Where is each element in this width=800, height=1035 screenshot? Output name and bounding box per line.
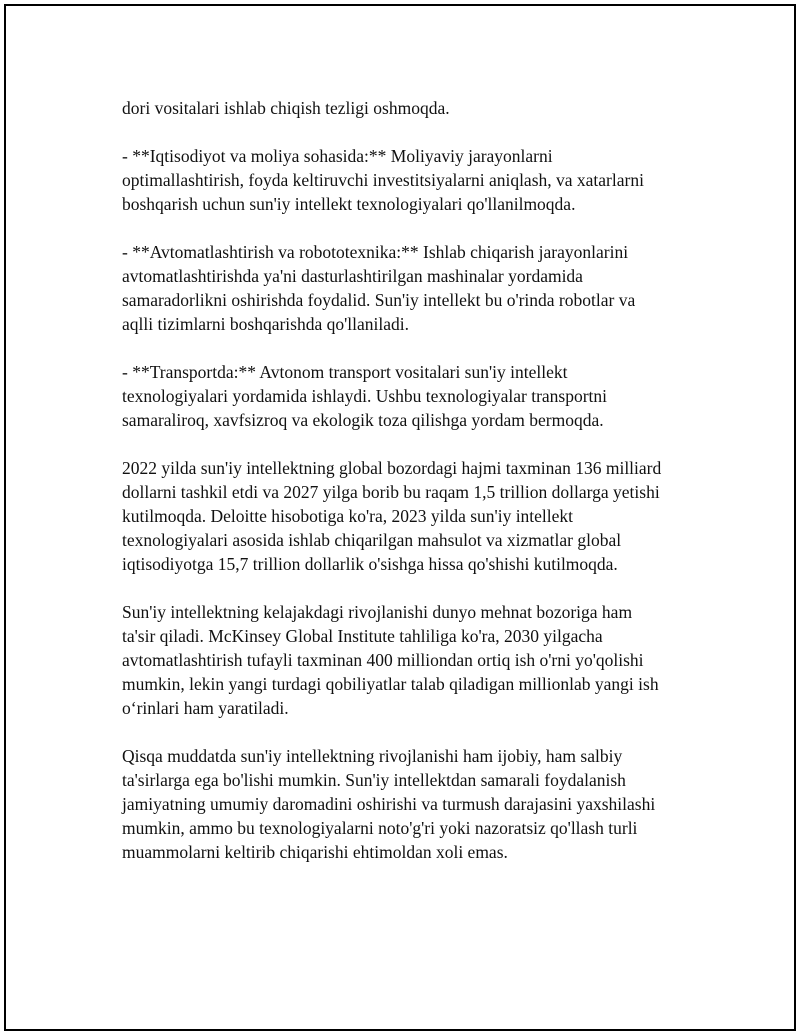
- text-line: samaradorlikni oshirishda foydalid. Sun'iy intellekt bu o'rinda robotlar va: [122, 290, 636, 310]
- paragraph-intro-tail: [122, 96, 702, 120]
- text-line: ta'sirlarga ega bo'lishi mumkin. Sun'iy intellektdan samarali foydalanish: [122, 770, 626, 790]
- text-line: mumkin, ammo bu texnologiyalarni noto'g'ri yoki nazoratsiz qo'llash turli: [122, 818, 638, 838]
- text-line: avtomatlashtirishda ya'ni dasturlashtirilgan mashinalar yordamida: [122, 266, 583, 286]
- paragraph-gap: [122, 576, 702, 600]
- text-line: mumkin, lekin yangi turdagi qobiliyatlar talab qiladigan millionlab yangi ish: [122, 674, 659, 694]
- text-line: - **Avtomatlashtirish va robototexnika:** Ishlab chiqarish jarayonlarini: [122, 242, 629, 262]
- text-line: samaraliroq, xavfsizroq va ekologik toza qilishga yordam bermoqda.: [122, 410, 604, 430]
- paragraph-gap: [122, 336, 702, 360]
- paragraph-market-size: [122, 456, 702, 576]
- text-line: - **Iqtisodiyot va moliya sohasida:** Moliyaviy jarayonlarni: [122, 146, 553, 166]
- text-line: aqlli tizimlarni boshqarishda qo'llaniladi.: [122, 314, 409, 334]
- text-line: iqtisodiyotga 15,7 trillion dollarlik o'sishga hissa qo'shishi kutilmoqda.: [122, 554, 618, 574]
- text-line: 2022 yilda sun'iy intellektning global bozordagi hajmi taxminan 136 milliard: [122, 458, 662, 478]
- text-line: optimallashtirish, foyda keltiruvchi investitsiyalarni aniqlash, va xatarlarni: [122, 170, 644, 190]
- text-line: boshqarish uchun sun'iy intellekt texnologiyalari qo'llanilmoqda.: [122, 194, 576, 214]
- paragraph-automation-robotics: [122, 240, 702, 336]
- paragraph-gap: [122, 720, 702, 744]
- text-line: texnologiyalari asosida ishlab chiqarilgan mahsulot va xizmatlar global: [122, 530, 622, 550]
- paragraph-conclusion: [122, 744, 702, 864]
- text-line: Sun'iy intellektning kelajakdagi rivojlanishi dunyo mehnat bozoriga ham: [122, 602, 633, 622]
- text-line: kutilmoqda. Deloitte hisobotiga ko'ra, 2023 yilda sun'iy intellekt: [122, 506, 574, 526]
- text-line: avtomatlashtirish tufayli taxminan 400 milliondan ortiq ish o'rni yo'qolishi: [122, 650, 644, 670]
- text-line: texnologiyalari yordamida ishlaydi. Ushbu texnologiyalar transportni: [122, 386, 608, 406]
- text-line: o‘rinlari ham yaratiladi.: [122, 698, 289, 718]
- text-line: Qisqa muddatda sun'iy intellektning rivojlanishi ham ijobiy, ham salbiy: [122, 746, 623, 766]
- paragraph-economy-finance: [122, 144, 702, 216]
- text-line: jamiyatning umumiy daromadini oshirishi va turmush darajasini yaxshilashi: [122, 794, 656, 814]
- text-line: - **Transportda:** Avtonom transport vositalari sun'iy intellekt: [122, 362, 568, 382]
- paragraph-gap: [122, 120, 702, 144]
- document-body: [122, 96, 702, 864]
- paragraph-gap: [122, 216, 702, 240]
- paragraph-labor-market: [122, 600, 702, 720]
- paragraph-gap: [122, 432, 702, 456]
- text-line: dollarni tashkil etdi va 2027 yilga borib bu raqam 1,5 trillion dollarga yetishi: [122, 482, 660, 502]
- text-line: ta'sir qiladi. McKinsey Global Institute tahliliga ko'ra, 2030 yilgacha: [122, 626, 603, 646]
- text-line: dori vositalari ishlab chiqish tezligi oshmoqda.: [122, 98, 450, 118]
- text-line: muammolarni keltirib chiqarishi ehtimoldan xoli emas.: [122, 842, 508, 862]
- document-page: [4, 4, 796, 1031]
- paragraph-transport: [122, 360, 702, 432]
